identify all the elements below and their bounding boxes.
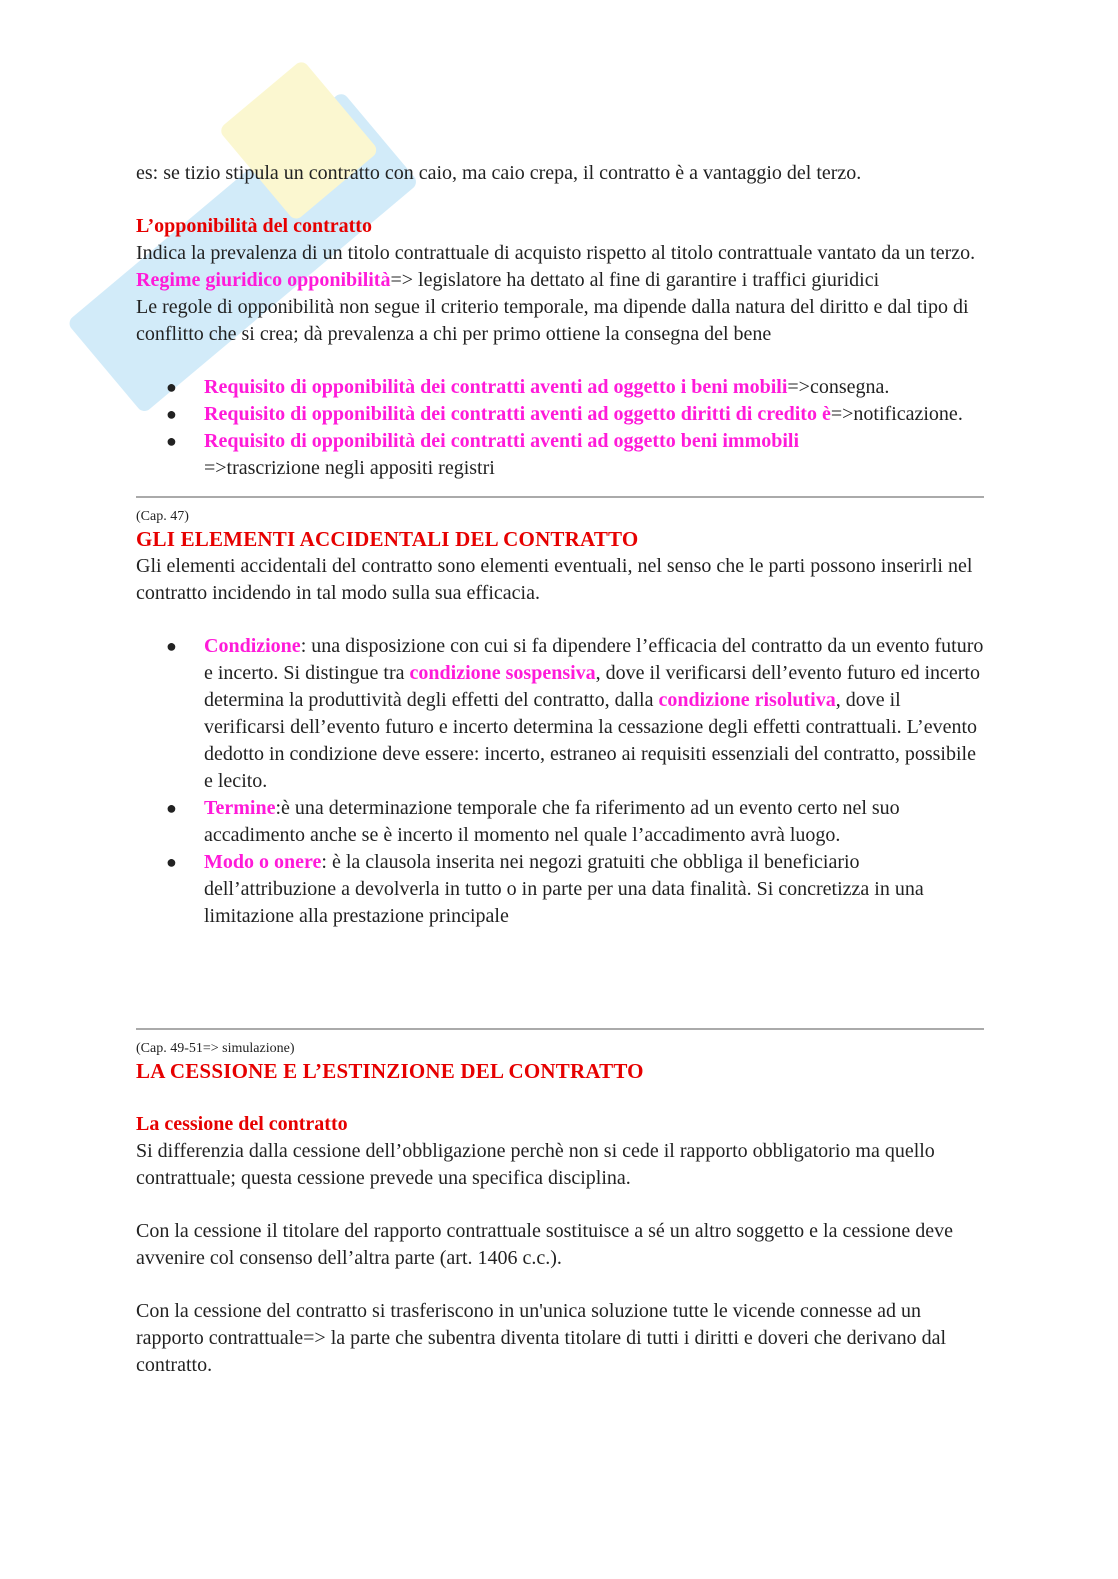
document-page [136,160,984,1379]
cessione-paragraph-3: Con la cessione del contratto si trasferiscono in un'unica soluzione tutte le vicende connesse ad un rapporto contrattuale=> la parte che subentra diventa titolare di tutti i diritti e doveri che derivano dal contratto. [136,1300,947,1376]
example-text: es: se tizio stipula un contratto con caio, ma caio crepa, il contratto è a vantaggio del terzo. [136,162,862,184]
list-item-modo: ● Modo o onere: è la clausola inserita nei negozi gratuiti che obbliga il beneficiario dell’attribuzione a devolverla in tutto o in parte per una data finalità. Si concretizza in una limitazione alla prestazione principale [166,851,924,927]
section-divider [136,1028,984,1030]
bullet-icon: ● [166,636,177,656]
bullet-icon: ● [166,798,177,818]
bullet-icon: ● [166,852,177,872]
section-divider [136,496,984,498]
opponibilita-list [136,374,984,482]
bullet-icon: ● [166,431,177,451]
opponibilita-heading: L’opponibilità del contratto [136,215,372,237]
cessione-paragraph-2: Con la cessione il titolare del rapporto contrattuale sostituisce a sé un altro soggetto e la cessione deve avvenire col consenso dell’altra parte (art. 1406 c.c.). [136,1220,953,1269]
list-item: ● Requisito di opponibilità dei contratti aventi ad oggetto beni immobili =>trascrizione negli appositi registri [166,430,800,479]
chapter-ref: (Cap. 47) [136,509,189,524]
elementi-list [136,633,984,930]
bullet-icon: ● [166,404,177,424]
section-heading-cessione: LA CESSIONE E L’ESTINZIONE DEL CONTRATTO [136,1059,644,1083]
chapter-ref: (Cap. 49-51=> simulazione) [136,1041,295,1056]
regime-line [136,267,984,294]
cessione-subheading: La cessione del contratto [136,1113,348,1135]
cessione-paragraph-1: Si differenzia dalla cessione dell’obbligazione perchè non si cede il rapporto obbligatorio ma quello contrattuale; questa cessione prevede una specifica disciplina. [136,1140,935,1189]
regime-text: => legislatore ha dettato al fine di garantire i traffici giuridici [390,269,880,291]
list-item-condizione: ● Condizione: una disposizione con cui si fa dipendere l’efficacia del contratto da un evento futuro e incerto. Si distingue tra condizione sospensiva, dove il verificarsi dell’evento futuro ed incerto determina la produttività degli effetti del contratto, dalla condizione risolutiva, dove il verificarsi dell’evento futuro e incerto determina la cessazione degli effetti contrattuali. L’evento dedotto in condizione deve essere: incerto, estraneo ai requisiti essenziali del contratto, possibile e lecito. [166,635,984,792]
list-item: ● Requisito di opponibilità dei contratti aventi ad oggetto i beni mobili=>consegna. [136,374,984,401]
elementi-intro: Gli elementi accidentali del contratto sono elementi eventuali, nel senso che le parti possono inserirli nel contratto incidendo in tal modo sulla sua efficacia. [136,555,973,604]
opponibilita-rules: Le regole di opponibilità non segue il criterio temporale, ma dipende dalla natura del diritto e dal tipo di conflitto che si crea; dà prevalenza a chi per primo ottiene la consegna del bene [136,296,969,345]
section-heading-elementi: GLI ELEMENTI ACCIDENTALI DEL CONTRATTO [136,527,639,551]
list-item: ● Requisito di opponibilità dei contratti aventi ad oggetto diritti di credito è=>notificazione. [136,401,984,428]
regime-label: Regime giuridico opponibilità [136,269,391,291]
opponibilita-definition: Indica la prevalenza di un titolo contrattuale di acquisto rispetto al titolo contrattuale vantato da un terzo. [136,242,976,264]
bullet-icon: ● [166,377,177,397]
list-item-termine: ● Termine:è una determinazione temporale che fa riferimento ad un evento certo nel suo accadimento anche se è incerto il momento nel quale l’accadimento avrà luogo. [166,797,900,846]
